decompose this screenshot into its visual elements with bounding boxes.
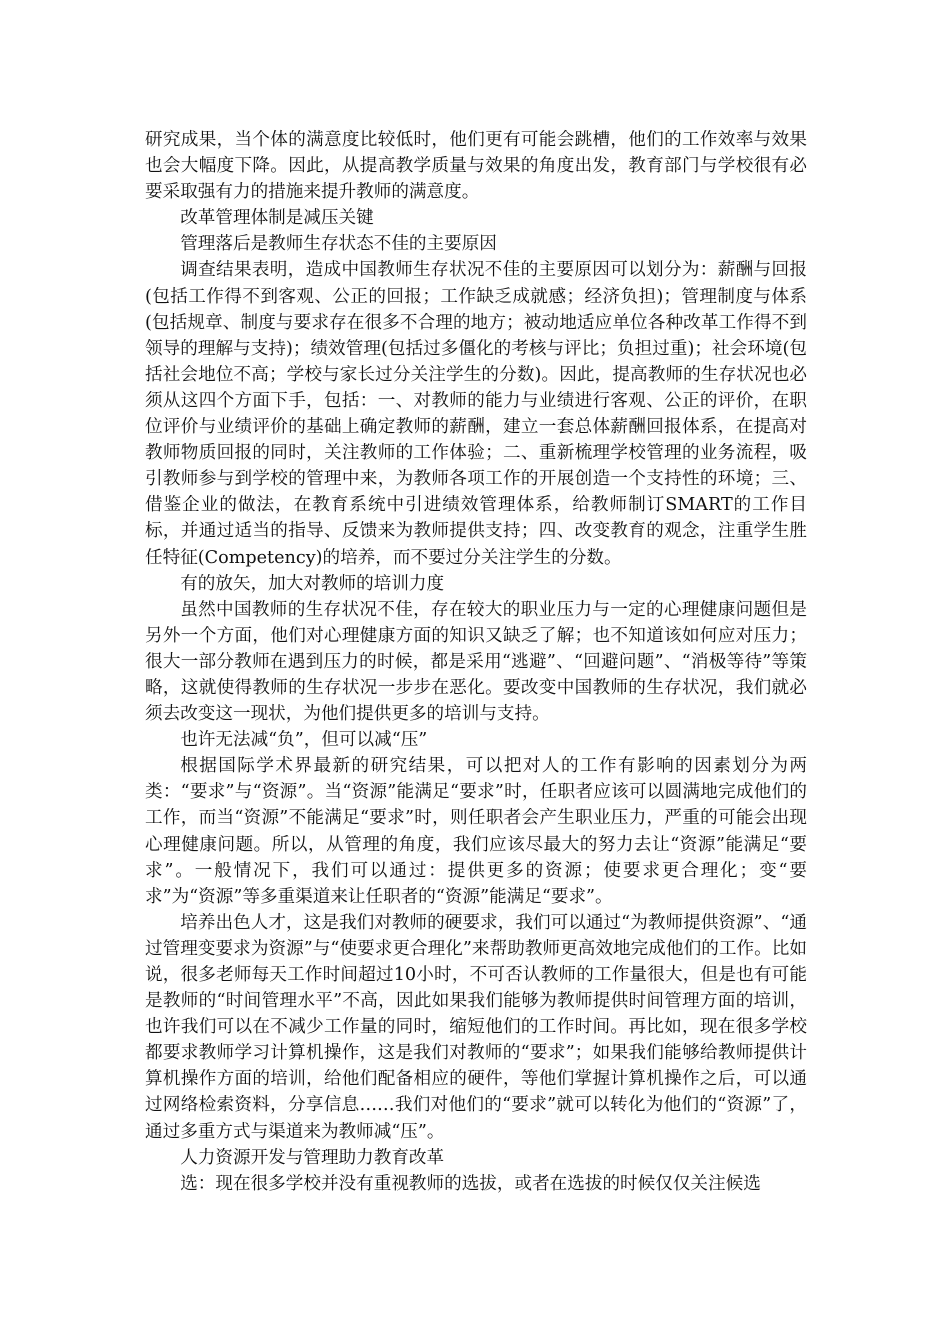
subheading-training: 有的放矢，加大对教师的培训力度	[180, 573, 445, 594]
paragraph-selection: 选：现在很多学校并没有重视教师的选拔，或者在选拔的时候仅仅关注候选	[180, 1173, 761, 1194]
paragraph-examples: 培养出色人才，这是我们对教师的硬要求，我们可以通过“为教师提供资源”、“通过管理变要求为资源”与“使要求更合理化”来帮助教师更高效地完成他们的工作。比如说，很多老师每天工作时间超过10小时，不可否认教师的工作量很大，但是也有可能是教师的“时间管理水平”不高，因此如果我们能够为教师提供时间管理方面的培训，也许我们可以在不减少工作量的同时，缩短他们的工作时间。再比如，现在很多学校都要求教师学习计算机操作，这是我们对教师的“要求”；如果我们能够给教师提供计算机操作方面的培训，给他们配备相应的硬件，等他们掌握计算机操作之后，可以通过网络检索资料，分享信息……我们对他们的“要求”就可以转化为他们的“资源”了，通过多重方式与渠道来为教师减“压”。	[145, 912, 807, 1142]
subheading-management-lag: 管理落后是教师生存状态不佳的主要原因	[180, 234, 497, 255]
paragraph-training: 虽然中国教师的生存状况不佳，存在较大的职业压力与一定的心理健康问题但是另外一个方面，他们对心理健康方面的知识又缺乏了解；也不知道该如何应对压力；很大一部分教师在遇到压力的时候，都是采用“逃避”、“回避问题”、“消极等待”等策略，这就使得教师的生存状况一步步在恶化。要改变中国教师的生存状况，我们就必须去改变这一现状，为他们提供更多的培训与支持。	[145, 599, 807, 725]
paragraph-intro-continued: 研究成果，当个体的满意度比较低时，他们更有可能会跳槽，他们的工作效率与效果也会大幅度下降。因此，从提高教学质量与效果的角度出发，教育部门与学校很有必要采取强有力的措施来提升教师的满意度。	[145, 130, 807, 203]
subheading-reduce-pressure: 也许无法减“负”，但可以减“压”	[180, 730, 428, 751]
paragraph-demands-resources: 根据国际学术界最新的研究结果，可以把对人的工作有影响的因素划分为两类：“要求”与“资源”。当“资源”能满足“要求”时，任职者应该可以圆满地完成他们的工作，而当“资源”不能满足“要求”时，则任职者会产生职业压力，严重的可能会出现心理健康问题。所以，从管理的角度，我们应该尽最大的努力去让“资源”能满足“要求”。一般情况下，我们可以通过：提供更多的资源；使要求更合理化；变“要求”为“资源”等多重渠道来让任职者的“资源”能满足“要求”。	[145, 756, 807, 907]
subheading-hr-development: 人力资源开发与管理助力教育改革	[180, 1147, 445, 1168]
paragraph-survey-results: 调查结果表明，造成中国教师生存状况不佳的主要原因可以划分为：薪酬与回报(包括工作得不到客观、公正的回报；工作缺乏成就感；经济负担)；管理制度与体系(包括规章、制度与要求存在很多不合理的地方；被动地适应单位各种改革工作得不到领导的理解与支持)；绩效管理(包括过多僵化的考核与评比；负担过重)；社会环境(包括社会地位不高；学校与家长过分关注学生的分数)。因此，提高教师的生存状况也必须从这四个方面下手，包括：一、对教师的能力与业绩进行客观、公正的评价，在职位评价与业绩评价的基础上确定教师的薪酬，建立一套总体薪酬回报体系，在提高对教师物质回报的同时，关注教师的工作体验；二、重新梳理学校管理的业务流程，吸引教师参与到学校的管理中来，为教师各项工作的开展创造一个支持性的环境；三、借鉴企业的做法，在教育系统中引进绩效管理体系，给教师制订SMART的工作目标，并通过适当的指导、反馈来为教师提供支持；四、改变教育的观念，注重学生胜任特征(Competency)的培养，而不要过分关注学生的分数。	[145, 260, 807, 568]
document-page	[145, 127, 807, 1197]
section-heading-management-reform: 改革管理体制是减压关键	[180, 208, 374, 229]
